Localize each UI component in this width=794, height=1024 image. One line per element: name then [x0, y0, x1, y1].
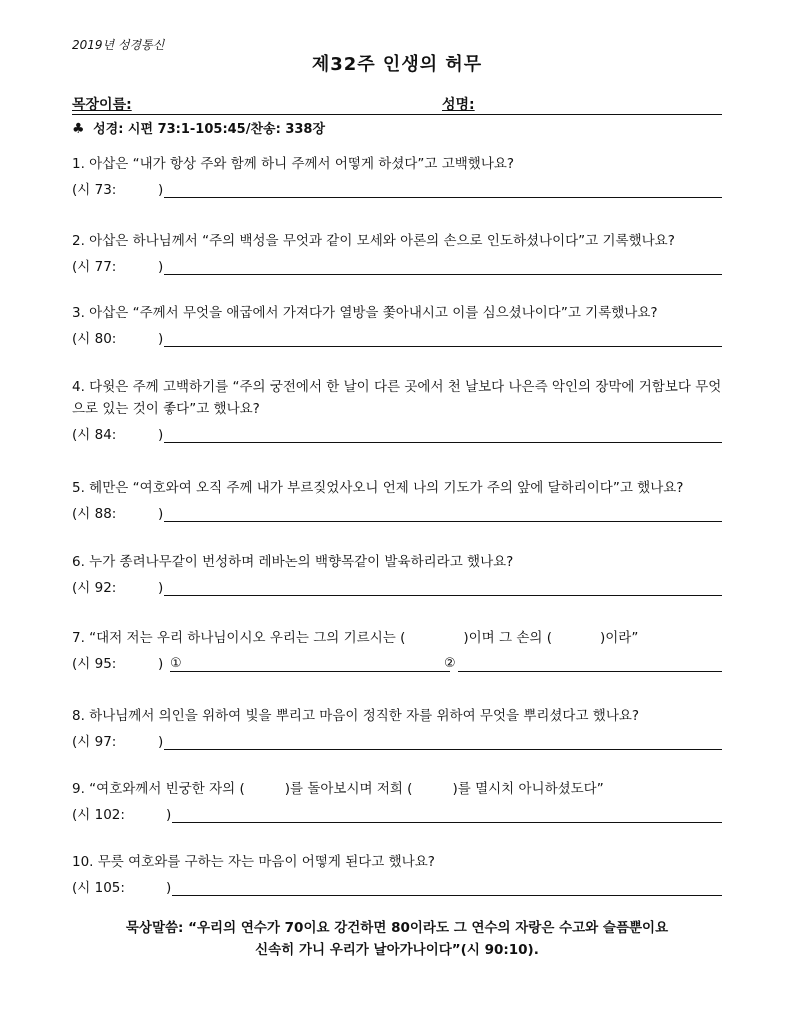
verse-ref: (시 88:: [72, 506, 117, 522]
scripture-text: 성경: 시편 73:1-105:45/찬송: 338장: [93, 122, 326, 137]
question-text-part: 9. “여호와께서 빈궁한 자의 (: [72, 781, 245, 797]
answer-line-2[interactable]: [458, 671, 722, 672]
question-8: [72, 705, 722, 753]
answer-row: [72, 577, 722, 599]
answer-line[interactable]: [164, 595, 722, 596]
year-tag: 2019년 성경통신: [72, 38, 165, 52]
meditation-line-1: 묵상말씀: “우리의 연수가 70이요 강건하면 80이라도 그 연수의 자랑은 수고와 슬픔뿐이요: [125, 920, 669, 936]
question-7: [72, 627, 722, 675]
question-text-part: )이라”: [599, 630, 639, 646]
answer-row: [72, 179, 722, 201]
answer-row: [72, 503, 722, 525]
question-text: 5. 헤만은 “여호와여 오직 주께 내가 부르짖었사오니 언제 나의 기도가 주의 앞에 달하리이다”고 했나요?: [72, 480, 684, 496]
verse-paren: ): [166, 807, 172, 823]
scripture-reading: [72, 118, 325, 137]
meditation-line-2: 신속히 가니 우리가 날아가나이다”(시 90:10).: [255, 942, 539, 958]
verse-paren: ): [158, 580, 164, 596]
verse-paren: ): [158, 734, 164, 750]
answer-line[interactable]: [164, 197, 722, 198]
question-text: 10. 무릇 여호와를 구하는 자는 마음이 어떻게 된다고 했나요?: [72, 854, 435, 870]
verse-paren: ): [158, 259, 164, 275]
question-6: [72, 551, 722, 599]
question-4: [72, 376, 722, 446]
meditation-verse: [0, 917, 794, 961]
verse-ref: (시 105:: [72, 880, 125, 896]
answer-row: [72, 877, 722, 899]
question-text-part: )를 돌아보시며 저희 (: [284, 781, 413, 797]
verse-paren: ): [166, 880, 172, 896]
question-text: 1. 아삽은 “내가 항상 주와 함께 하니 주께서 어떻게 하셨다”고 고백했나요?: [72, 156, 515, 172]
verse-ref: (시 77:: [72, 259, 117, 275]
verse-ref: (시 92:: [72, 580, 117, 596]
question-text-part: )를 멸시치 아니하셨도다”: [452, 781, 604, 797]
question-text: 8. 하나님께서 의인을 위하여 빛을 뿌리고 마음이 정직한 자를 위하여 무엇을 뿌리셨다고 했나요?: [72, 708, 640, 724]
question-text-part: 7. “대저 저는 우리 하나님이시오 우리는 그의 기르시는 (: [72, 630, 406, 646]
question-text: [72, 778, 722, 800]
answer-line[interactable]: [172, 822, 722, 823]
verse-paren: ): [158, 427, 164, 443]
verse-ref: (시 102:: [72, 807, 125, 823]
answer-line[interactable]: [164, 749, 722, 750]
answer-line-1[interactable]: [170, 671, 450, 672]
verse-ref: (시 95:: [72, 656, 117, 672]
verse-ref: (시 80:: [72, 331, 117, 347]
question-1: [72, 153, 722, 201]
verse-ref: (시 73:: [72, 182, 117, 198]
answer-row: [72, 653, 722, 675]
verse-paren: ): [158, 506, 164, 522]
answer-line[interactable]: [164, 521, 722, 522]
answer-line[interactable]: [164, 274, 722, 275]
question-text: [72, 627, 722, 649]
question-5: [72, 477, 722, 525]
question-2: [72, 230, 722, 278]
page-title: 제32주 인생의 허무: [311, 54, 483, 75]
verse-paren: ): [158, 656, 164, 672]
person-name-label: 성명:: [442, 97, 475, 113]
verse-paren: ): [158, 182, 164, 198]
answer-marker-1: ①: [170, 656, 182, 671]
answer-row: [72, 256, 722, 278]
club-icon: ♣: [72, 121, 85, 137]
question-text: 6. 누가 종려나무같이 번성하며 레바논의 백향목같이 발육하리라고 했나요?: [72, 554, 514, 570]
question-text: 4. 다윗은 주께 고백하기를 “주의 궁전에서 한 날이 다른 곳에서 천 날보다 나은즉 악인의 장막에 거함보다 무엇으로 있는 것이 좋다”고 했나요?: [72, 379, 722, 417]
name-fields-row: [72, 94, 722, 115]
question-text: 3. 아삽은 “주께서 무엇을 애굽에서 가져다가 열방을 쫓아내시고 이를 심으셨나이다”고 기록했나요?: [72, 305, 658, 321]
verse-ref: (시 97:: [72, 734, 117, 750]
answer-line[interactable]: [172, 895, 722, 896]
answer-row: [72, 424, 722, 446]
verse-ref: (시 84:: [72, 427, 117, 443]
question-3: [72, 302, 722, 350]
group-name-label: 목장이름:: [72, 97, 132, 113]
question-text-part: )이며 그 손의 (: [463, 630, 552, 646]
answer-marker-2: ②: [444, 656, 456, 671]
question-9: [72, 778, 722, 826]
answer-row: [72, 804, 722, 826]
verse-paren: ): [158, 331, 164, 347]
question-10: [72, 851, 722, 899]
question-text: 2. 아삽은 하나님께서 “주의 백성을 무엇과 같이 모세와 아론의 손으로 인도하셨나이다”고 기록했나요?: [72, 233, 675, 249]
answer-line[interactable]: [164, 346, 722, 347]
answer-row: [72, 328, 722, 350]
answer-line[interactable]: [164, 442, 722, 443]
answer-row: [72, 731, 722, 753]
